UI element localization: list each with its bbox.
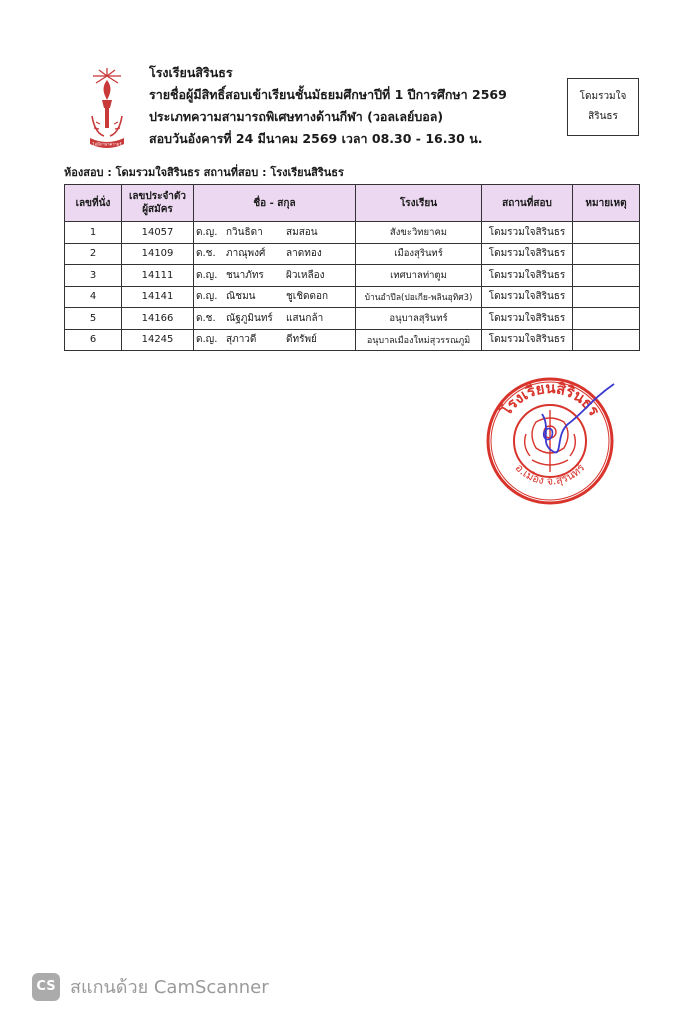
last-name: ลาดทอง — [286, 248, 322, 260]
table-row — [65, 222, 640, 244]
remark-cell — [573, 265, 640, 287]
name-cell — [194, 308, 356, 330]
document-header — [149, 62, 509, 150]
name-cell — [194, 222, 356, 244]
room-label-line1: โดมรวมใจ — [579, 91, 627, 102]
table-row — [65, 329, 640, 351]
logo-caption: ไม่มีภาษาความรู้ — [92, 141, 122, 147]
name-prefix: ด.ญ. — [196, 334, 218, 346]
venue-cell: โดมรวมใจสิรินธร — [482, 286, 573, 308]
table-row — [65, 265, 640, 287]
first-name: ณัฐภูมินทร์ — [226, 312, 273, 324]
header-applicant-id-line1: เลขประจำตัว — [128, 191, 187, 202]
school-seal-icon — [482, 374, 618, 508]
header-remark: หมายเหตุ — [573, 185, 640, 222]
venue-cell: โดมรวมใจสิรินธร — [482, 222, 573, 244]
venue-cell: โดมรวมใจสิรินธร — [482, 243, 573, 265]
name-prefix: ด.ช. — [196, 312, 216, 324]
remark-cell — [573, 222, 640, 244]
header-seat: เลขที่นั่ง — [65, 185, 122, 222]
seat-cell: 2 — [65, 243, 122, 265]
remark-cell — [573, 329, 640, 351]
remark-cell — [573, 286, 640, 308]
school-logo-icon — [84, 66, 130, 152]
watermark-text: สแกนด้วย CamScanner — [70, 977, 269, 998]
name-cell — [194, 265, 356, 287]
camscanner-watermark — [32, 972, 269, 1001]
exam-time: สอบวันอังคารที่ 24 มีนาคม 2569 เวลา 08.30 - 16.30 น. — [149, 131, 483, 146]
school-cell: เทศบาลท่าตูม — [356, 265, 482, 287]
first-name: ภาณุพงศ์ — [226, 248, 266, 260]
seat-cell: 1 — [65, 222, 122, 244]
seat-cell: 3 — [65, 265, 122, 287]
applicant-id-cell: 14057 — [122, 222, 194, 244]
seal-top-text: โรงเรียนสิรินธร — [496, 378, 604, 420]
name-prefix: ด.ญ. — [196, 269, 218, 281]
seat-cell: 6 — [65, 329, 122, 351]
header-venue: สถานที่สอบ — [482, 185, 573, 222]
name-prefix: ด.ช. — [196, 248, 216, 260]
venue-cell: โดมรวมใจสิรินธร — [482, 308, 573, 330]
last-name: ผิวเหลือง — [286, 269, 325, 281]
seat-cell: 5 — [65, 308, 122, 330]
first-name: กวินธิดา — [226, 226, 263, 238]
school-cell: อนุบาลสุรินทร์ — [356, 308, 482, 330]
venue-cell: โดมรวมใจสิรินธร — [482, 329, 573, 351]
applicant-id-cell: 14245 — [122, 329, 194, 351]
document-title: รายชื่อผู้มีสิทธิ์สอบเข้าเรียนชั้นมัธยมศึกษาปีที่ 1 ปีการศึกษา 2569 — [149, 87, 507, 102]
first-name: ณิชมน — [226, 291, 256, 303]
last-name: ดีทรัพย์ — [286, 334, 317, 346]
table-header-row — [65, 185, 640, 222]
applicant-id-cell: 14111 — [122, 265, 194, 287]
table-row — [65, 286, 640, 308]
school-cell: อนุบาลเมืองใหม่สุวรรณภูมิ — [356, 329, 482, 351]
first-name: สุภาวดี — [226, 334, 257, 346]
table-row — [65, 243, 640, 265]
name-cell — [194, 243, 356, 265]
name-cell — [194, 329, 356, 351]
applicant-id-cell: 14109 — [122, 243, 194, 265]
room-label-line2: สิรินธร — [588, 111, 618, 122]
name-prefix: ด.ญ. — [196, 291, 218, 303]
school-cell: สังขะวิทยาคม — [356, 222, 482, 244]
exam-room-info: ห้องสอบ : โดมรวมใจสิรินธร สถานที่สอบ : โรงเรียนสิรินธร — [64, 166, 344, 179]
room-label-box — [567, 78, 639, 136]
exam-category: ประเภทความสามารถพิเศษทางด้านกีฬา (วอลเลย์บอล) — [149, 109, 444, 124]
header-name: ชื่อ - สกุล — [194, 185, 356, 222]
header-applicant-id — [122, 185, 194, 222]
remark-cell — [573, 308, 640, 330]
venue-cell: โดมรวมใจสิรินธร — [482, 265, 573, 287]
last-name: สมสอน — [286, 226, 318, 238]
applicant-id-cell: 14141 — [122, 286, 194, 308]
camscanner-logo-icon: CS — [32, 973, 60, 1001]
school-cell: เมืองสุรินทร์ — [356, 243, 482, 265]
school-cell: บ้านอำปึล(ปอเกีย-พลินอุทิศ3) — [356, 286, 482, 308]
seat-cell: 4 — [65, 286, 122, 308]
seal-bottom-text: อ.เมือง จ.สุรินทร์ — [512, 461, 588, 488]
header-applicant-id-line2: ผู้สมัคร — [142, 204, 173, 215]
header-school: โรงเรียน — [356, 185, 482, 222]
school-name: โรงเรียนสิรินธร — [149, 65, 233, 80]
name-cell — [194, 286, 356, 308]
name-prefix: ด.ญ. — [196, 226, 218, 238]
table-row — [65, 308, 640, 330]
last-name: แสนกล้า — [286, 312, 324, 324]
last-name: ชูเชิดดอก — [286, 291, 329, 303]
applicant-id-cell: 14166 — [122, 308, 194, 330]
remark-cell — [573, 243, 640, 265]
applicant-table — [64, 184, 640, 351]
first-name: ชนาภัทร — [226, 269, 264, 281]
